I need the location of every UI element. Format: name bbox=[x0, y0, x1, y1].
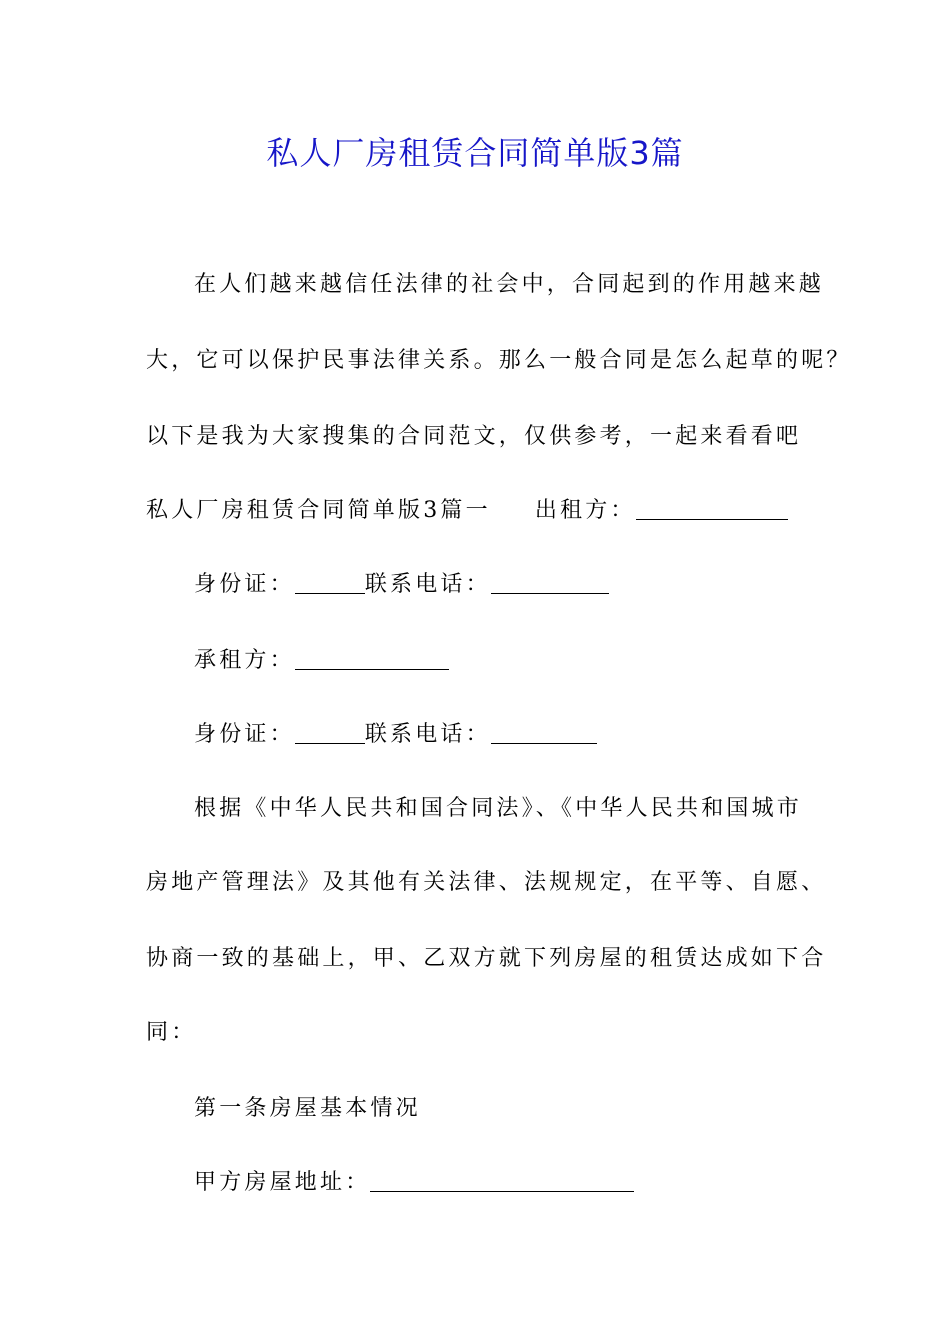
lessor-label: 出租方： bbox=[534, 498, 636, 523]
intro-line-2: 大，它可以保护民事法律关系。那么一般合同是怎么起草的呢？ bbox=[146, 348, 852, 373]
basis-line-3: 协商一致的基础上，甲、乙双方就下列房屋的租赁达成如下合 bbox=[146, 946, 827, 971]
section-heading-row bbox=[146, 496, 788, 526]
lessor-blank bbox=[636, 497, 788, 520]
lessee-phone-blank bbox=[491, 721, 597, 744]
address-label: 甲方房屋地址： bbox=[194, 1170, 371, 1195]
lessee-row bbox=[194, 646, 449, 676]
basis-line-2: 房地产管理法》及其他有关法律、法规规定，在平等、自愿、 bbox=[146, 870, 827, 895]
basis-line-1: 根据《中华人民共和国合同法》、《中华人民共和国城市 bbox=[194, 796, 803, 821]
lessor-phone-label: 联系电话： bbox=[364, 572, 491, 597]
basis-line-4: 同： bbox=[146, 1020, 197, 1045]
address-row bbox=[194, 1168, 634, 1198]
lessee-label: 承租方： bbox=[194, 648, 295, 673]
address-blank bbox=[370, 1169, 634, 1192]
lessee-phone-label: 联系电话： bbox=[364, 722, 491, 747]
lessor-id-row bbox=[194, 570, 609, 600]
lessor-phone-blank bbox=[491, 571, 609, 594]
intro-line-3: 以下是我为大家搜集的合同范文，仅供参考，一起来看看吧 bbox=[146, 424, 802, 449]
section-heading: 私人厂房租赁合同简单版3篇一 bbox=[146, 498, 491, 523]
lessee-id-blank bbox=[295, 721, 365, 744]
lessee-id-row bbox=[194, 720, 597, 750]
document-title: 私人厂房租赁合同简单版3篇 bbox=[266, 134, 684, 172]
lessor-id-label: 身份证： bbox=[194, 572, 295, 597]
lessee-blank bbox=[295, 647, 449, 670]
lessee-id-label: 身份证： bbox=[194, 722, 295, 747]
article-1-heading: 第一条房屋基本情况 bbox=[194, 1096, 421, 1121]
intro-line-1: 在人们越来越信任法律的社会中，合同起到的作用越来越 bbox=[194, 272, 825, 297]
lessor-id-blank bbox=[295, 571, 365, 594]
